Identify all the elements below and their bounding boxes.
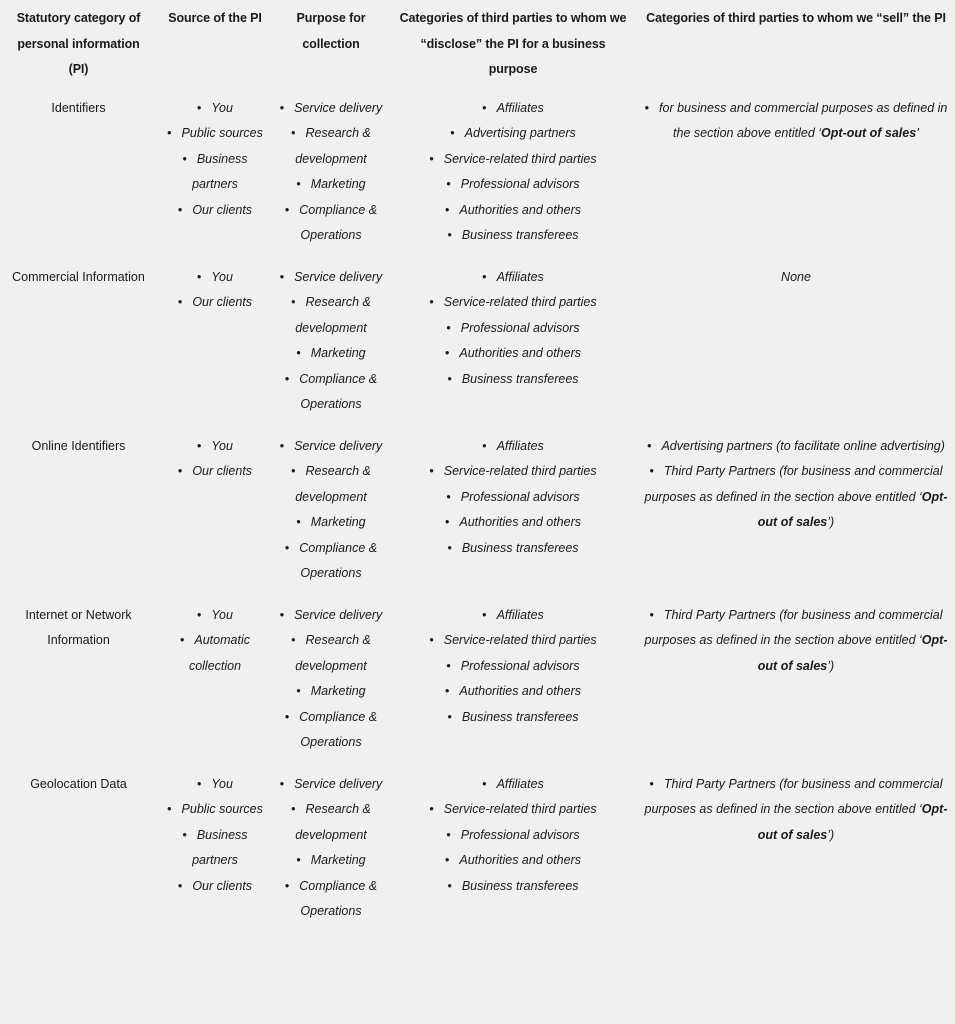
list-item bbox=[279, 96, 383, 122]
list-item bbox=[163, 459, 267, 485]
list-item-text: Public sources bbox=[181, 802, 263, 816]
list-item-text: Our clients bbox=[192, 295, 253, 309]
list-item bbox=[279, 367, 383, 418]
list-item-text: You bbox=[211, 100, 233, 115]
disclose-cell bbox=[389, 258, 637, 427]
list-item bbox=[395, 459, 631, 485]
list-item-text: Compliance & Operations bbox=[299, 371, 378, 411]
list-item bbox=[395, 874, 631, 900]
bullet-icon: • bbox=[445, 853, 450, 867]
list-item bbox=[395, 536, 631, 562]
sell-text: for business and commercial purposes as defined in the section above entitled ‘ bbox=[659, 100, 948, 140]
bullet-icon: • bbox=[291, 126, 296, 140]
list-item-text: Authorities and others bbox=[459, 346, 581, 360]
bullet-icon: • bbox=[649, 776, 654, 791]
list-item bbox=[279, 459, 383, 510]
table-row bbox=[0, 596, 955, 765]
list-item-text: Business transferees bbox=[461, 540, 579, 555]
list-item-text: Affiliates bbox=[496, 438, 544, 453]
bullet-icon: • bbox=[296, 515, 301, 529]
list-item bbox=[163, 823, 267, 874]
list-item bbox=[279, 772, 383, 798]
bullet-icon: • bbox=[447, 709, 452, 724]
bullet-icon: • bbox=[446, 320, 451, 335]
category-cell: Identifiers bbox=[51, 100, 106, 115]
list-item-text: Service delivery bbox=[294, 269, 383, 284]
bullet-icon: • bbox=[291, 802, 296, 816]
bullet-icon: • bbox=[279, 438, 285, 453]
sell-text: Advertising partners (to facilitate online advertising) bbox=[661, 438, 945, 453]
list-item bbox=[279, 603, 383, 629]
list-item-text: Marketing bbox=[310, 177, 366, 191]
list-item bbox=[395, 510, 631, 536]
list-item bbox=[643, 603, 949, 680]
list-item-text: Public sources bbox=[181, 126, 263, 140]
bullet-icon: • bbox=[445, 684, 450, 698]
bullet-icon: • bbox=[447, 878, 452, 893]
sell-text-suffix: ’) bbox=[827, 658, 835, 673]
bullet-icon: • bbox=[647, 438, 652, 453]
list-item bbox=[395, 628, 631, 654]
list-item-text: Service-related third parties bbox=[443, 633, 597, 647]
list-item bbox=[395, 485, 631, 511]
sell-cell bbox=[637, 596, 955, 765]
list-item-text: Business partners bbox=[192, 151, 248, 191]
opt-out-link-text: Opt-out of sales bbox=[757, 489, 948, 529]
purpose-list bbox=[279, 434, 383, 587]
list-item-text: Marketing bbox=[310, 684, 366, 698]
header-category: Statutory category of personal information (PI) bbox=[16, 11, 141, 76]
bullet-icon: • bbox=[180, 633, 185, 647]
bullet-icon: • bbox=[182, 827, 187, 842]
disclose-list bbox=[395, 434, 631, 562]
bullet-icon: • bbox=[296, 346, 301, 360]
list-item bbox=[395, 223, 631, 249]
list-item-text: Service-related third parties bbox=[443, 295, 597, 309]
list-item bbox=[163, 603, 267, 629]
sell-list bbox=[643, 96, 949, 147]
list-item-text: Service delivery bbox=[294, 607, 383, 622]
bullet-icon: • bbox=[450, 126, 455, 140]
table-row bbox=[0, 258, 955, 427]
list-item bbox=[279, 874, 383, 925]
list-item-text: Affiliates bbox=[496, 100, 544, 115]
purpose-cell bbox=[273, 427, 389, 596]
list-item-text: Automatic collection bbox=[188, 633, 250, 673]
list-item-text: Compliance & Operations bbox=[299, 709, 378, 749]
sell-list bbox=[643, 772, 949, 849]
bullet-icon: • bbox=[482, 269, 487, 284]
list-item-text: Research & development bbox=[295, 464, 371, 504]
list-item bbox=[279, 536, 383, 587]
list-item-text: Affiliates bbox=[496, 776, 544, 791]
bullet-icon: • bbox=[445, 202, 450, 217]
bullet-icon: • bbox=[197, 776, 202, 791]
bullet-icon: • bbox=[284, 540, 290, 555]
list-item bbox=[395, 603, 631, 629]
disclose-cell bbox=[389, 89, 637, 258]
list-item-text: Service-related third parties bbox=[443, 802, 597, 816]
bullet-icon: • bbox=[445, 346, 450, 360]
source-cell bbox=[157, 258, 273, 427]
purpose-list bbox=[279, 96, 383, 249]
bullet-icon: • bbox=[446, 658, 451, 673]
opt-out-link-text: Opt-out of sales bbox=[757, 802, 948, 842]
bullet-icon: • bbox=[279, 776, 285, 791]
list-item bbox=[163, 797, 267, 823]
list-item bbox=[279, 290, 383, 341]
bullet-icon: • bbox=[197, 607, 202, 622]
header-source: Source of the PI bbox=[168, 11, 262, 25]
list-item bbox=[279, 679, 383, 705]
list-item-text: Service delivery bbox=[294, 100, 383, 115]
list-item-text: Marketing bbox=[310, 346, 366, 360]
list-item bbox=[163, 147, 267, 198]
list-item-text: Marketing bbox=[310, 853, 366, 867]
sell-none-text: None bbox=[781, 269, 811, 284]
sell-text: Third Party Partners (for business and commercial purposes as defined in the section above entitled ‘ bbox=[644, 464, 943, 504]
list-item-text: Compliance & Operations bbox=[299, 540, 378, 580]
list-item bbox=[643, 772, 949, 849]
list-item bbox=[643, 459, 949, 536]
list-item bbox=[279, 628, 383, 679]
list-item-text: Professional advisors bbox=[460, 658, 580, 673]
list-item bbox=[395, 265, 631, 291]
list-item bbox=[395, 848, 631, 874]
bullet-icon: • bbox=[177, 878, 183, 893]
bullet-icon: • bbox=[429, 295, 434, 309]
list-item-text: Professional advisors bbox=[460, 827, 580, 842]
disclose-cell bbox=[389, 596, 637, 765]
bullet-icon: • bbox=[182, 151, 187, 166]
list-item-text: Compliance & Operations bbox=[299, 878, 378, 918]
bullet-icon: • bbox=[291, 464, 296, 478]
list-item bbox=[643, 434, 949, 460]
list-item bbox=[395, 96, 631, 122]
sell-text-suffix: ’ bbox=[916, 126, 919, 140]
bullet-icon: • bbox=[284, 202, 290, 217]
source-cell bbox=[157, 427, 273, 596]
bullet-icon: • bbox=[445, 515, 450, 529]
list-item-text: Affiliates bbox=[496, 269, 544, 284]
bullet-icon: • bbox=[296, 684, 301, 698]
bullet-icon: • bbox=[279, 269, 285, 284]
source-cell bbox=[157, 765, 273, 934]
disclose-list bbox=[395, 96, 631, 249]
category-cell: Geolocation Data bbox=[30, 776, 127, 791]
bullet-icon: • bbox=[446, 177, 451, 191]
list-item bbox=[279, 265, 383, 291]
list-item-text: Compliance & Operations bbox=[299, 202, 378, 242]
list-item-text: Advertising partners bbox=[464, 126, 576, 140]
list-item-text: Research & development bbox=[295, 295, 371, 335]
purpose-cell bbox=[273, 89, 389, 258]
source-list bbox=[163, 265, 267, 316]
bullet-icon: • bbox=[482, 607, 487, 622]
bullet-icon: • bbox=[429, 633, 434, 647]
list-item bbox=[395, 705, 631, 731]
list-item bbox=[163, 265, 267, 291]
list-item bbox=[279, 705, 383, 756]
list-item-text: Business partners bbox=[192, 827, 248, 867]
bullet-icon: • bbox=[482, 776, 487, 791]
bullet-icon: • bbox=[482, 100, 487, 115]
bullet-icon: • bbox=[446, 827, 451, 842]
purpose-list bbox=[279, 772, 383, 925]
list-item-text: Our clients bbox=[192, 878, 253, 893]
bullet-icon: • bbox=[447, 540, 452, 555]
bullet-icon: • bbox=[167, 802, 172, 816]
table-row bbox=[0, 89, 955, 258]
bullet-icon: • bbox=[429, 802, 434, 816]
list-item-text: You bbox=[211, 607, 233, 622]
sell-text: Third Party Partners (for business and commercial purposes as defined in the section above entitled ‘ bbox=[644, 607, 943, 647]
sell-text: Third Party Partners (for business and commercial purposes as defined in the section above entitled ‘ bbox=[644, 776, 943, 816]
list-item bbox=[163, 121, 267, 147]
list-item bbox=[643, 96, 949, 147]
list-item bbox=[279, 172, 383, 198]
list-item bbox=[163, 874, 267, 900]
list-item bbox=[395, 654, 631, 680]
sell-cell bbox=[637, 765, 955, 934]
list-item bbox=[395, 823, 631, 849]
list-item-text: Business transferees bbox=[461, 878, 579, 893]
source-cell bbox=[157, 89, 273, 258]
list-item-text: Business transferees bbox=[461, 228, 579, 242]
disclose-list bbox=[395, 772, 631, 900]
list-item bbox=[395, 367, 631, 393]
list-item bbox=[395, 172, 631, 198]
list-item-text: Research & development bbox=[295, 126, 371, 166]
bullet-icon: • bbox=[291, 295, 296, 309]
list-item bbox=[395, 679, 631, 705]
bullet-icon: • bbox=[447, 371, 452, 386]
bullet-icon: • bbox=[649, 607, 654, 622]
list-item bbox=[395, 341, 631, 367]
disclose-cell bbox=[389, 427, 637, 596]
sell-text-suffix: ’) bbox=[827, 827, 835, 842]
list-item-text: Our clients bbox=[192, 202, 253, 217]
sell-list bbox=[643, 603, 949, 680]
sell-text-suffix: ’) bbox=[827, 515, 835, 529]
list-item-text: Service delivery bbox=[294, 438, 383, 453]
bullet-icon: • bbox=[177, 202, 183, 217]
purpose-cell bbox=[273, 765, 389, 934]
list-item-text: Authorities and others bbox=[459, 515, 581, 529]
bullet-icon: • bbox=[197, 269, 202, 284]
list-item bbox=[279, 341, 383, 367]
source-list bbox=[163, 772, 267, 900]
source-list bbox=[163, 434, 267, 485]
list-item-text: Service-related third parties bbox=[443, 151, 597, 166]
bullet-icon: • bbox=[482, 438, 487, 453]
opt-out-link-text: Opt-out of sales bbox=[757, 633, 948, 673]
list-item bbox=[279, 198, 383, 249]
list-item bbox=[395, 772, 631, 798]
purpose-list bbox=[279, 265, 383, 418]
list-item-text: Professional advisors bbox=[460, 489, 580, 504]
table-row bbox=[0, 427, 955, 596]
list-item bbox=[279, 121, 383, 172]
category-cell: Internet or Network Information bbox=[25, 607, 132, 647]
header-disclose: Categories of third parties to whom we “disclose” the PI for a business purpose bbox=[399, 11, 627, 76]
list-item-text: You bbox=[211, 776, 233, 791]
list-item bbox=[163, 628, 267, 679]
bullet-icon: • bbox=[296, 853, 301, 867]
list-item bbox=[395, 434, 631, 460]
purpose-cell bbox=[273, 596, 389, 765]
bullet-icon: • bbox=[446, 489, 451, 504]
bullet-icon: • bbox=[284, 878, 290, 893]
bullet-icon: • bbox=[644, 100, 650, 115]
list-item bbox=[395, 198, 631, 224]
category-cell: Commercial Information bbox=[12, 269, 145, 284]
purpose-list bbox=[279, 603, 383, 756]
bullet-icon: • bbox=[284, 371, 290, 386]
opt-out-link-text: Opt-out of sales bbox=[821, 126, 917, 140]
bullet-icon: • bbox=[284, 709, 290, 724]
bullet-icon: • bbox=[197, 100, 202, 115]
bullet-icon: • bbox=[279, 100, 285, 115]
header-purpose: Purpose for collection bbox=[296, 11, 366, 51]
list-item-text: Professional advisors bbox=[460, 320, 580, 335]
list-item-text: Authorities and others bbox=[459, 684, 581, 698]
header-row bbox=[0, 0, 955, 89]
list-item bbox=[163, 96, 267, 122]
list-item bbox=[395, 121, 631, 147]
disclose-list bbox=[395, 603, 631, 731]
bullet-icon: • bbox=[279, 607, 285, 622]
sell-cell bbox=[637, 258, 955, 427]
list-item-text: You bbox=[211, 269, 233, 284]
purpose-cell bbox=[273, 258, 389, 427]
list-item-text: Business transferees bbox=[461, 371, 579, 386]
list-item bbox=[395, 316, 631, 342]
bullet-icon: • bbox=[177, 464, 183, 478]
bullet-icon: • bbox=[296, 177, 301, 191]
list-item-text: Business transferees bbox=[461, 709, 579, 724]
table-body bbox=[0, 89, 955, 934]
sell-cell bbox=[637, 427, 955, 596]
bullet-icon: • bbox=[429, 151, 434, 166]
source-list bbox=[163, 96, 267, 224]
list-item-text: Our clients bbox=[192, 464, 253, 478]
source-cell bbox=[157, 596, 273, 765]
list-item bbox=[163, 772, 267, 798]
bullet-icon: • bbox=[447, 228, 452, 242]
list-item bbox=[163, 434, 267, 460]
bullet-icon: • bbox=[177, 295, 183, 309]
list-item bbox=[163, 290, 267, 316]
table-row bbox=[0, 765, 955, 934]
list-item bbox=[395, 797, 631, 823]
bullet-icon: • bbox=[167, 126, 172, 140]
category-cell: Online Identifiers bbox=[31, 438, 126, 453]
sell-cell bbox=[637, 89, 955, 258]
list-item-text: Research & development bbox=[295, 633, 371, 673]
list-item bbox=[279, 848, 383, 874]
source-list bbox=[163, 603, 267, 680]
list-item bbox=[279, 797, 383, 848]
bullet-icon: • bbox=[649, 464, 654, 478]
bullet-icon: • bbox=[429, 464, 434, 478]
list-item-text: Service-related third parties bbox=[443, 464, 597, 478]
list-item-text: Authorities and others bbox=[459, 202, 581, 217]
list-item-text: Professional advisors bbox=[460, 177, 580, 191]
disclose-cell bbox=[389, 765, 637, 934]
list-item bbox=[279, 510, 383, 536]
list-item-text: Affiliates bbox=[496, 607, 544, 622]
list-item bbox=[395, 147, 631, 173]
header-sell: Categories of third parties to whom we “sell” the PI bbox=[646, 11, 946, 25]
list-item-text: You bbox=[211, 438, 233, 453]
list-item-text: Authorities and others bbox=[459, 853, 581, 867]
list-item-text: Service delivery bbox=[294, 776, 383, 791]
list-item-text: Research & development bbox=[295, 802, 371, 842]
bullet-icon: • bbox=[291, 633, 296, 647]
bullet-icon: • bbox=[197, 438, 202, 453]
list-item bbox=[279, 434, 383, 460]
sell-list bbox=[643, 434, 949, 536]
list-item-text: Marketing bbox=[310, 515, 366, 529]
list-item bbox=[395, 290, 631, 316]
list-item bbox=[163, 198, 267, 224]
disclose-list bbox=[395, 265, 631, 393]
